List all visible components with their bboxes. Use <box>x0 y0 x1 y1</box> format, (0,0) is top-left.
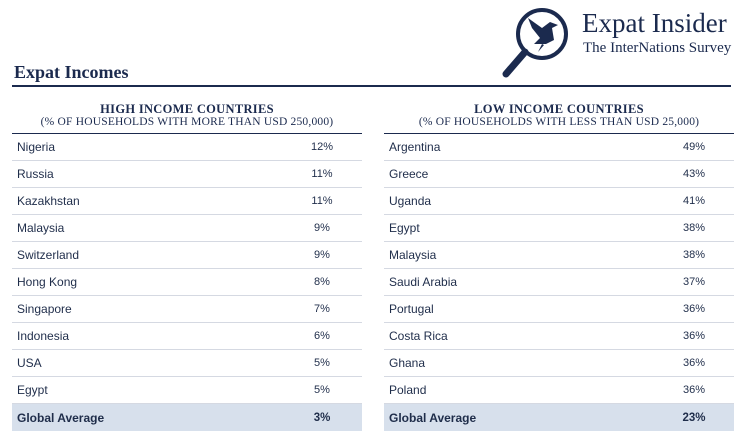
global-average-label: Global Average <box>389 410 477 425</box>
country-name: Costa Rica <box>389 329 448 343</box>
country-name: Uganda <box>389 194 432 208</box>
global-average-value: 23% <box>682 411 706 424</box>
percent-value: 11% <box>311 195 333 207</box>
percent-value: 49% <box>682 141 706 153</box>
country-name: Kazakhstan <box>17 194 80 208</box>
low-income-subheading: (% OF HOUSEHOLDS WITH LESS THAN USD 25,000) <box>418 116 700 128</box>
table-row <box>384 323 734 350</box>
table-row <box>12 161 362 188</box>
global-average-label: Global Average <box>17 410 105 425</box>
page-title: Expat Incomes <box>14 62 129 82</box>
percent-value: 36% <box>682 384 706 396</box>
country-name: Russia <box>17 167 54 181</box>
table-row <box>12 296 362 323</box>
table-row <box>384 377 734 404</box>
high-income-rows <box>12 133 362 431</box>
percent-value: 38% <box>682 222 706 234</box>
high-income-heading: HIGH INCOME COUNTRIES <box>100 102 274 116</box>
low-income-heading: LOW INCOME COUNTRIES <box>474 102 644 116</box>
table-row <box>384 350 734 377</box>
country-name: Malaysia <box>389 248 437 262</box>
table-row <box>384 188 734 215</box>
percent-value: 5% <box>314 384 330 396</box>
low-income-table <box>384 103 734 431</box>
percent-value: 38% <box>682 249 706 261</box>
percent-value: 6% <box>314 330 330 342</box>
table-row <box>384 215 734 242</box>
magnifier-bird-icon <box>498 4 578 80</box>
country-name: Malaysia <box>17 221 65 235</box>
title-divider <box>12 85 731 87</box>
percent-value: 12% <box>310 141 334 153</box>
country-name: Greece <box>389 167 429 181</box>
high-income-subheading: (% OF HOUSEHOLDS WITH MORE THAN USD 250,000) <box>40 116 334 128</box>
low-income-rows <box>384 133 734 431</box>
global-average-row <box>384 404 734 431</box>
country-name: Egypt <box>17 383 48 397</box>
percent-value: 8% <box>314 276 330 288</box>
global-average-row <box>12 404 362 431</box>
country-name: Switzerland <box>17 248 80 262</box>
table-row <box>12 134 362 161</box>
global-average-value: 3% <box>313 411 331 424</box>
percent-value: 36% <box>682 303 706 315</box>
country-name: Egypt <box>389 221 420 235</box>
percent-value: 5% <box>314 357 330 369</box>
table-row <box>384 269 734 296</box>
table-row <box>12 215 362 242</box>
percent-value: 36% <box>682 357 706 369</box>
country-name: Saudi Arabia <box>389 275 458 289</box>
country-name: Singapore <box>17 302 72 316</box>
brand-tagline: The InterNations Survey <box>583 40 732 56</box>
percent-value: 7% <box>314 303 330 315</box>
low-income-header <box>384 103 734 133</box>
table-row <box>12 377 362 404</box>
country-name: Argentina <box>389 140 441 154</box>
percent-value: 11% <box>311 168 333 180</box>
table-row <box>384 134 734 161</box>
table-row <box>384 161 734 188</box>
table-row <box>384 296 734 323</box>
percent-value: 9% <box>314 222 330 234</box>
table-row <box>12 188 362 215</box>
table-row <box>384 242 734 269</box>
country-name: Ghana <box>389 356 426 370</box>
country-name: USA <box>17 356 42 370</box>
percent-value: 43% <box>682 168 706 180</box>
brand-logo <box>498 4 738 80</box>
table-row <box>12 350 362 377</box>
percent-value: 36% <box>682 330 706 342</box>
table-row <box>12 323 362 350</box>
country-name: Nigeria <box>17 140 56 154</box>
country-name: Hong Kong <box>17 275 78 289</box>
table-row <box>12 269 362 296</box>
country-name: Indonesia <box>17 329 70 343</box>
brand-name: Expat Insider <box>582 8 727 38</box>
high-income-table <box>12 103 362 431</box>
table-row <box>12 242 362 269</box>
country-name: Poland <box>389 383 427 397</box>
percent-value: 37% <box>682 276 706 288</box>
percent-value: 41% <box>682 195 706 207</box>
country-name: Portugal <box>389 302 434 316</box>
percent-value: 9% <box>314 249 330 261</box>
high-income-header <box>12 103 362 133</box>
